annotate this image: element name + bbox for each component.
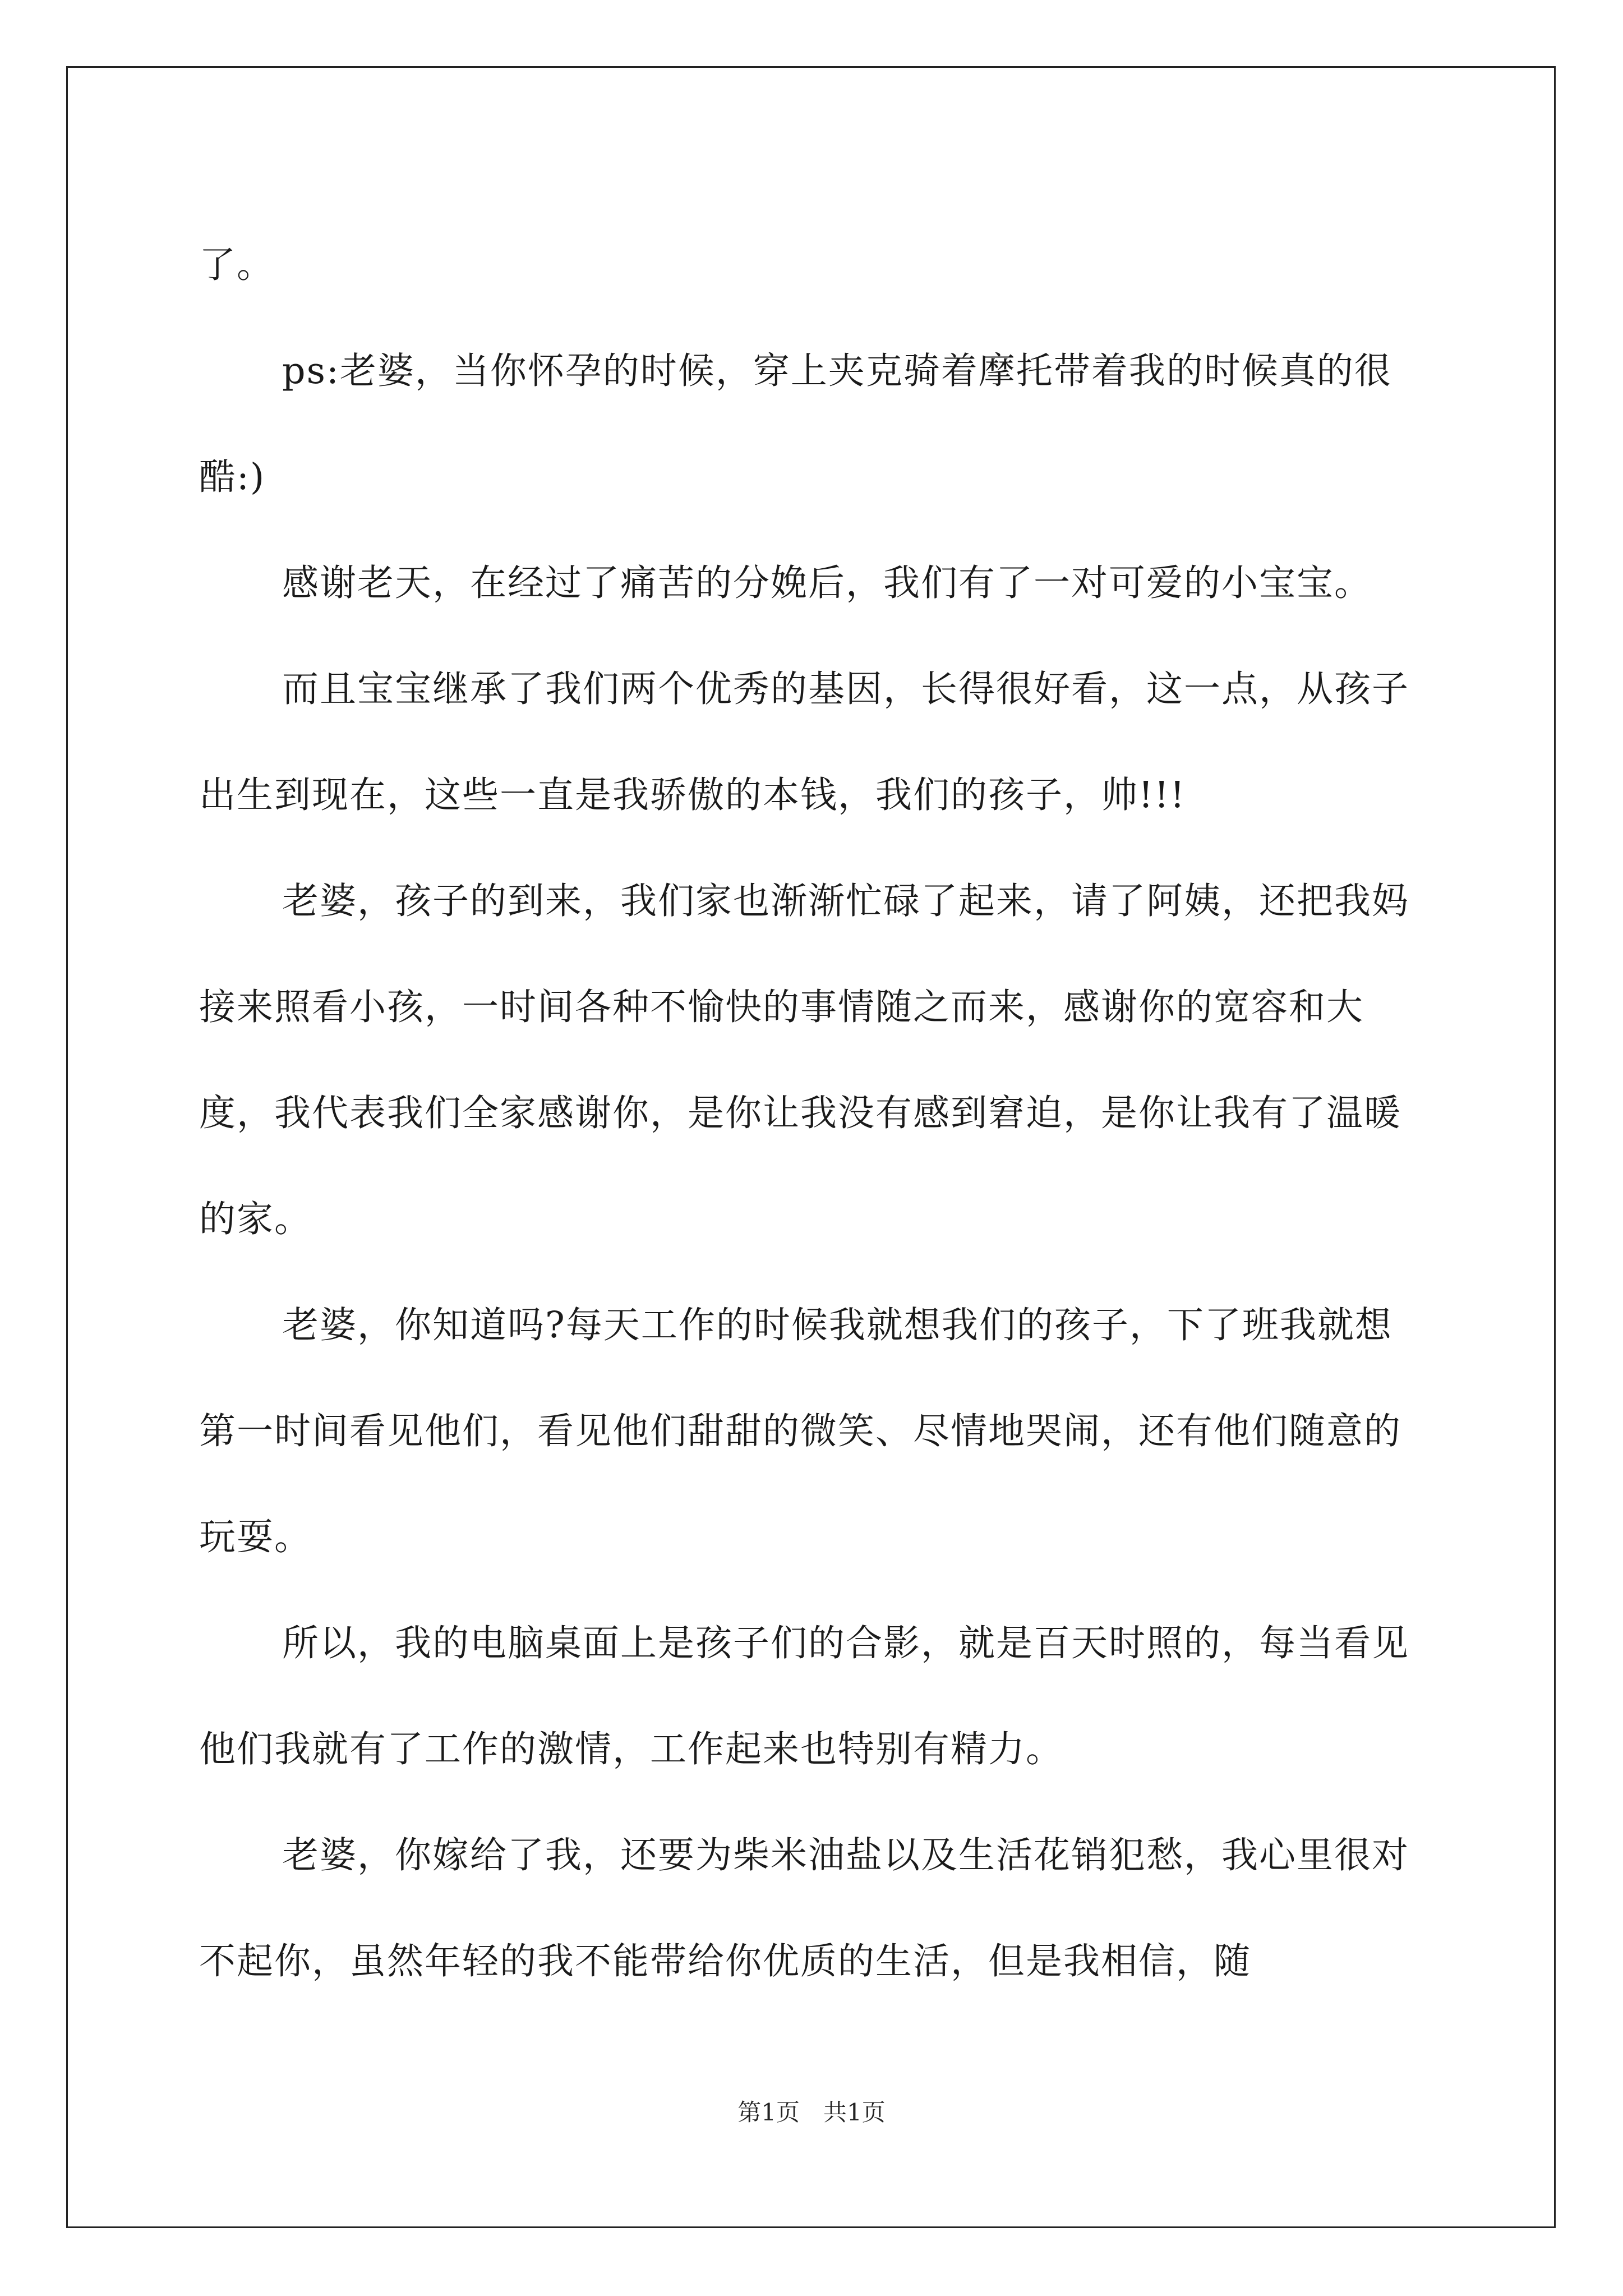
paragraph: 而且宝宝继承了我们两个优秀的基因，长得很好看，这一点，从孩子出生到现在，这些一直是我骄傲的本钱，我们的孩子，帅!!! (199, 668, 1410, 816)
paragraph: 感谢老天，在经过了痛苦的分娩后，我们有了一对可爱的小宝宝。 (282, 562, 1372, 604)
paragraph: 老婆，你嫁给了我，还要为柴米油盐以及生活花销犯愁，我心里很对不起你，虽然年轻的我不能带给你优质的生活，但是我相信，随 (199, 1834, 1410, 1982)
paragraph: 所以，我的电脑桌面上是孩子们的合影，就是百天时照的，每当看见他们我就有了工作的激情，工作起来也特别有精力。 (199, 1622, 1410, 1770)
paragraph: ps:老婆，当你怀孕的时候，穿上夹克骑着摩托带着我的时候真的很酷:) (199, 350, 1392, 498)
paragraph: 老婆，孩子的到来，我们家也渐渐忙碌了起来，请了阿姨，还把我妈接来照看小孩，一时间各种不愉快的事情随之而来，感谢你的宽容和大度，我代表我们全家感谢你，是你让我没有感到窘迫，是你让我有了温暖的家。 (199, 880, 1410, 1240)
page-footer (0, 2096, 1623, 2129)
page-number: 第1页 (737, 2099, 800, 2126)
document-body (199, 212, 1427, 2014)
paragraph: 了。 (199, 244, 275, 286)
paragraph: 老婆，你知道吗?每天工作的时候我就想我们的孩子，下了班我就想第一时间看见他们，看见他们甜甜的微笑、尽情地哭闹，还有他们随意的玩耍。 (199, 1304, 1402, 1558)
page-total: 共1页 (823, 2099, 886, 2126)
